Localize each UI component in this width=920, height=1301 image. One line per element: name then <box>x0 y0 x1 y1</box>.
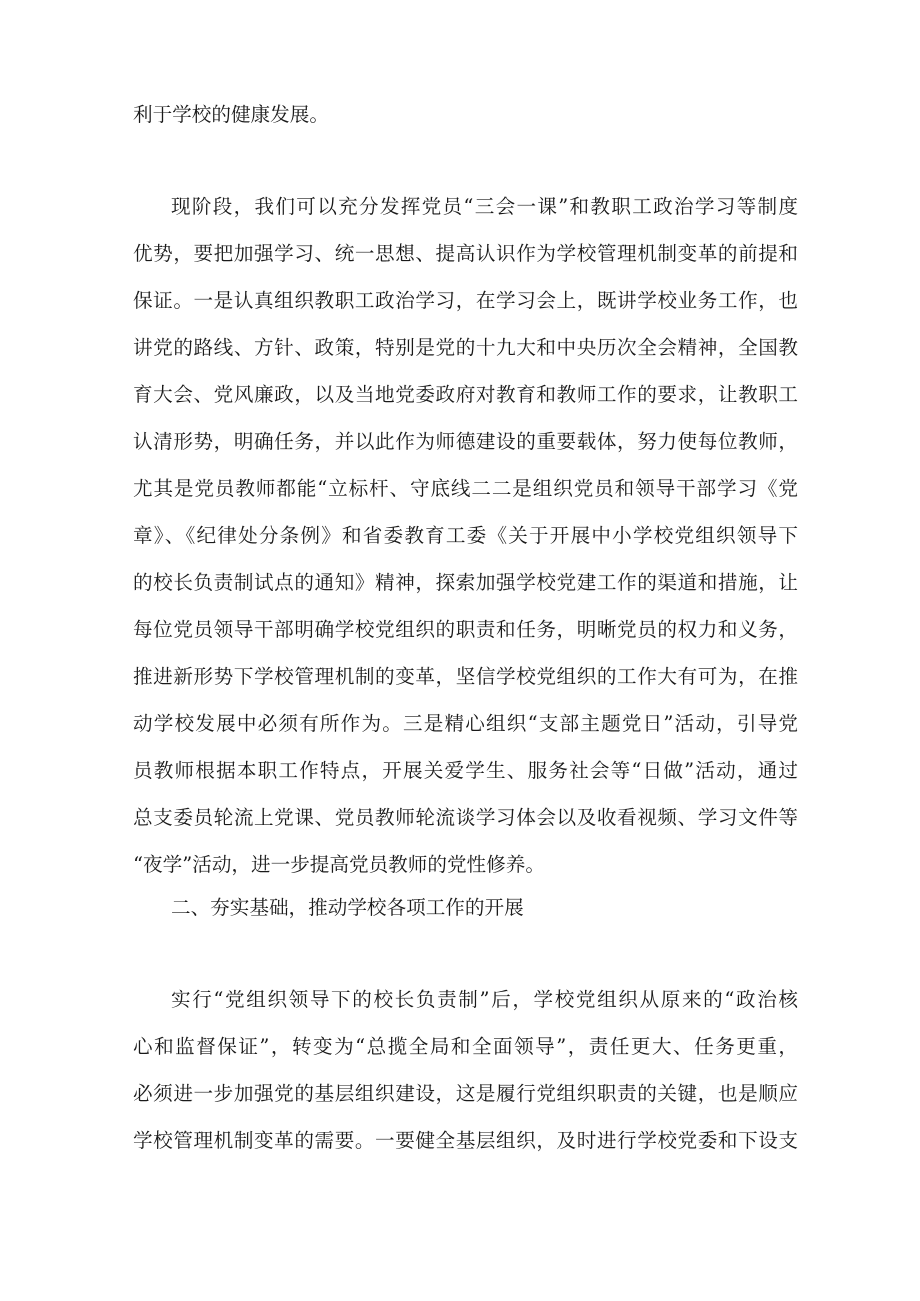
paragraph-line: 尤其是党员教师都能“立标杆、守底线二二是组织党员和领导干部学习《党 <box>133 477 798 500</box>
paragraph-line: 优势，要把加强学习、统一思想、提高认识作为学校管理机制变革的前提和 <box>133 242 798 265</box>
paragraph-line: “夜学”活动，进一步提高党员教师的党性修养。 <box>133 853 545 876</box>
section-heading: 二、夯实基础，推动学校各项工作的开展 <box>171 896 524 919</box>
paragraph-line: 实行“党组织领导下的校长负责制”后，学校党组织从原来的“政治核 <box>171 988 798 1011</box>
paragraph-line: 章》、《纪律处分条例》和省委教育工委《关于开展中小学校党组织领导下 <box>133 524 798 547</box>
paragraph-line: 利于学校的健康发展。 <box>133 103 329 126</box>
paragraph-line: 总支委员轮流上党课、党员教师轮流谈学习体会以及收看视频、学习文件等 <box>133 806 798 829</box>
paragraph-line: 认清形势，明确任务，并以此作为师德建设的重要载体，努力使每位教师， <box>133 430 798 453</box>
paragraph-line: 员教师根据本职工作特点，开展关爱学生、服务社会等“日做”活动，通过 <box>133 759 798 782</box>
paragraph-line: 推进新形势下学校管理机制的变革，坚信学校党组织的工作大有可为，在推 <box>133 665 798 688</box>
paragraph-line: 必须进一步加强党的基层组织建设，这是履行党组织职责的关键，也是顺应 <box>133 1082 798 1105</box>
paragraph-line: 的校长负责制试点的通知》精神，探索加强学校党建工作的渠道和措施，让 <box>133 571 798 594</box>
paragraph-line: 动学校发展中必须有所作为。三是精心组织“支部主题党日”活动，引导党 <box>133 712 798 735</box>
paragraph-line: 保证。一是认真组织教职工政治学习，在学习会上，既讲学校业务工作，也 <box>133 289 798 312</box>
paragraph-line: 育大会、党风廉政，以及当地党委政府对教育和教师工作的要求，让教职工 <box>133 383 798 406</box>
paragraph-line: 讲党的路线、方针、政策，特别是党的十九大和中央历次全会精神，全国教 <box>133 336 798 359</box>
paragraph-line: 学校管理机制变革的需要。一要健全基层组织，及时进行学校党委和下设支 <box>133 1129 798 1152</box>
paragraph-line: 每位党员领导干部明确学校党组织的职责和任务，明晰党员的权力和义务， <box>133 618 798 641</box>
paragraph-line: 心和监督保证”，转变为“总揽全局和全面领导”，责任更大、任务更重， <box>133 1035 798 1058</box>
paragraph-line: 现阶段，我们可以充分发挥党员“三会一课”和教职工政治学习等制度 <box>171 195 798 218</box>
